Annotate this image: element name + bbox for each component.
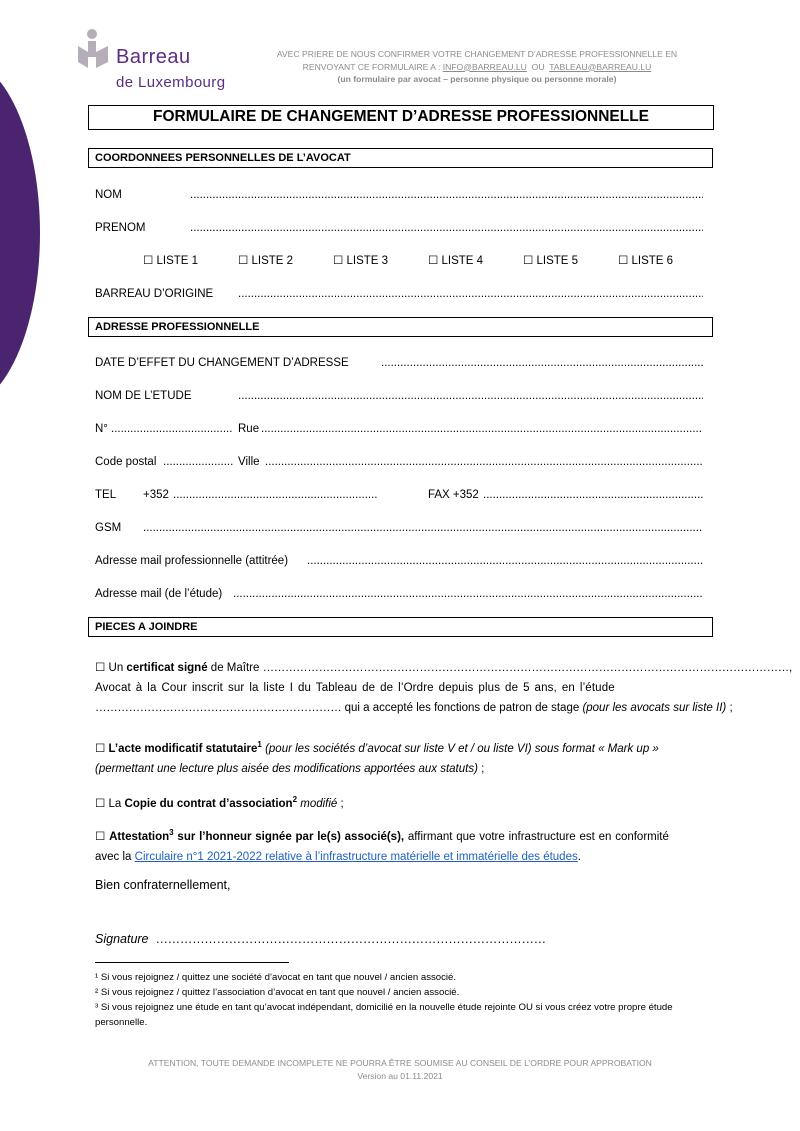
nom-etude-label: NOM DE L’ETUDE (95, 390, 192, 402)
tel-fax-row (95, 488, 703, 504)
liste-5-label: LISTE 5 (536, 255, 579, 267)
closing-text: Bien confraternellement, (95, 878, 231, 892)
signature-row (95, 932, 546, 946)
footnote-1: ¹ Si vous rejoignez / quittez une société d’avocat en tant que nouvel / ancien associé. (95, 972, 457, 983)
code-postal-field[interactable] (163, 455, 233, 470)
barreau-origine-field[interactable] (238, 287, 703, 302)
liste-2-checkbox[interactable]: ☐ LISTE 2 (238, 255, 294, 267)
liste-1-checkbox[interactable]: ☐ LISTE 1 (143, 255, 199, 267)
page-footer (100, 1057, 700, 1083)
barreau-logo (72, 26, 252, 96)
header-instructions (262, 48, 692, 86)
copie-end: ; (337, 797, 344, 810)
certificat-checkbox[interactable]: ☐ (95, 662, 106, 674)
mail-pro-row (95, 554, 703, 570)
acte-end: ; (477, 762, 485, 775)
certificat-line-3-end: ; (726, 702, 733, 714)
liste-4-label: LISTE 4 (441, 255, 484, 267)
rue-field[interactable] (261, 422, 703, 437)
logo-title: Barreau (116, 46, 191, 68)
attestation-bold-2: sur l’honneur signée par le(s) associé(s), (173, 830, 405, 843)
date-effet-label: DATE D’EFFET DU CHANGEMENT D’ADRESSE (95, 357, 349, 369)
ville-label: Ville (238, 456, 260, 468)
certificat-un: Un (108, 662, 124, 674)
barreau-origine-label: BARREAU D’ORIGINE (95, 288, 214, 300)
gsm-field[interactable] (143, 521, 703, 536)
date-effet-row (95, 356, 703, 372)
attestation-checkbox[interactable]: ☐ (95, 830, 106, 843)
piece-attestation (95, 823, 704, 867)
gsm-row (95, 521, 703, 537)
page-title: FORMULAIRE DE CHANGEMENT D’ADRESSE PROFESSIONNELLE (88, 105, 714, 130)
section-heading-adresse: ADRESSE PROFESSIONNELLE (88, 317, 713, 337)
ville-field[interactable] (265, 455, 703, 470)
nom-field[interactable] (190, 188, 703, 203)
footnote-3: ³ Si vous rejoignez une étude en tant qu’avocat indépendant, domicilié en la nouvelle étude rejointe OU si vous créez votre propre étude personnelle. (95, 1002, 673, 1028)
email-tableau-link[interactable]: TABLEAU@BARREAU.LU (549, 61, 652, 72)
footer-warning: ATTENTION, TOUTE DEMANDE INCOMPLETE NE POURRA ÊTRE SOUMISE AU CONSEIL DE L’ORDRE POUR APPROBATION (148, 1058, 652, 1068)
header-line-2-mid: OU (526, 61, 550, 72)
copie-footnote-ref: 2 (292, 795, 298, 804)
certificat-maitre-field[interactable]: ……………………………………………………………………………………………………………………………, (262, 662, 792, 674)
code-postal-label: Code postal (95, 456, 157, 468)
signature-label: Signature (95, 932, 149, 946)
acte-checkbox[interactable]: ☐ (95, 742, 106, 755)
decorative-purple-arc (0, 58, 40, 408)
fax-field[interactable] (483, 488, 703, 503)
header-line-2 (262, 61, 692, 74)
circulaire-link[interactable]: Circulaire n°1 2021-2022 relative à l’infrastructure matérielle et immatérielle des études (134, 850, 578, 863)
section-heading-pieces: PIECES A JOINDRE (88, 617, 713, 637)
tel-prefix: +352 (143, 489, 169, 501)
logo-subtitle: de Luxembourg (116, 74, 226, 91)
attestation-text-2: avec la (95, 850, 135, 863)
prenom-label: PRENOM (95, 222, 146, 234)
liste-3-label: LISTE 3 (346, 255, 389, 267)
attestation-footnote-ref: 3 (169, 828, 174, 837)
numero-field[interactable] (111, 422, 233, 437)
date-effet-field[interactable] (381, 356, 703, 371)
nom-etude-row (95, 389, 703, 405)
numero-rue-row (95, 422, 703, 438)
header-line-1: AVEC PRIERE DE NOUS CONFIRMER VOTRE CHANGEMENT D’ADRESSE PROFESSIONNELLE EN (276, 49, 678, 59)
certificat-line-3: qui a accepté les fonctions de patron de stage (341, 702, 583, 714)
footer-version: Version au 01.11.2021 (357, 1071, 443, 1081)
copie-bold: Copie du contrat d’association (124, 797, 293, 810)
nom-label: NOM (95, 189, 122, 201)
tel-label: TEL (95, 489, 117, 501)
piece-copie-contrat (95, 790, 704, 814)
gsm-label: GSM (95, 522, 122, 534)
fax-label: FAX +352 (428, 489, 479, 501)
mail-pro-label: Adresse mail professionnelle (attitrée) (95, 555, 289, 567)
acte-italic-1: (pour les sociétés d’avocat sur liste V et / ou liste VI) sous format « Mark up » (265, 742, 659, 755)
attestation-end: . (577, 850, 581, 863)
numero-label: N° (95, 423, 108, 435)
mail-etude-row (95, 587, 703, 603)
mail-pro-field[interactable] (307, 554, 703, 569)
email-info-link[interactable]: INFO@BARREAU.LU (442, 61, 527, 72)
acte-bold: L’acte modificatif statutaire (108, 742, 258, 755)
mail-etude-field[interactable] (233, 587, 703, 602)
nom-row (95, 188, 703, 204)
barreau-origine-row (95, 287, 703, 303)
liste-5-checkbox[interactable]: ☐ LISTE 5 (523, 255, 579, 267)
attestation-bold-1: Attestation (109, 830, 170, 843)
acte-footnote-ref: 1 (257, 740, 262, 749)
rue-label: Rue (238, 423, 260, 435)
liste-1-label: LISTE 1 (156, 255, 199, 267)
prenom-field[interactable] (190, 221, 703, 236)
signature-field[interactable]: …………………………………………………………………………………… (155, 932, 546, 946)
certificat-line-3-italic: (pour les avocats sur liste II) (582, 702, 727, 714)
acte-italic-2: (permettant une lecture plus aisée des modifications apportées aux statuts) (95, 762, 478, 775)
piece-acte-modificatif (95, 735, 704, 779)
nom-etude-field[interactable] (238, 389, 703, 404)
certificat-line-2: Avocat à la Cour inscrit sur la liste I du Tableau de de l’Ordre depuis plus de 5 ans, en l’étude (95, 682, 615, 694)
copie-italic: modifié (300, 797, 338, 810)
section-heading-coordonnees: COORDONNEES PERSONNELLES DE L’AVOCAT (88, 148, 713, 168)
attestation-text-1: affirmant que votre infrastructure est en conformité (404, 830, 669, 843)
certificat-etude-field[interactable]: ………………………………………………………… (95, 702, 342, 714)
certificat-de-maitre: de Maître (210, 662, 260, 674)
header-line-2-prefix: RENVOYANT CE FORMULAIRE A : (302, 61, 443, 72)
liste-2-label: LISTE 2 (251, 255, 294, 267)
mail-etude-label: Adresse mail (de l’étude) (95, 588, 223, 600)
liste-6-checkbox[interactable]: ☐ LISTE 6 (618, 255, 674, 267)
footnote-divider (95, 962, 289, 963)
liste-3-checkbox[interactable]: ☐ LISTE 3 (333, 255, 389, 267)
code-postal-ville-row (95, 455, 703, 471)
prenom-row (95, 221, 703, 237)
footnotes (95, 970, 705, 1030)
copie-la: La (108, 797, 122, 810)
header-line-3: (un formulaire par avocat – personne physique ou personne morale) (337, 74, 617, 84)
tel-field[interactable] (173, 488, 377, 503)
piece-certificat (95, 658, 792, 718)
liste-6-label: LISTE 6 (631, 255, 674, 267)
certificat-bold: certificat signé (126, 662, 208, 674)
copie-checkbox[interactable]: ☐ (95, 797, 106, 810)
logo-mark-icon (76, 28, 110, 72)
footnote-2: ² Si vous rejoignez / quittez l’association d’avocat en tant que nouvel / ancien associé. (95, 987, 460, 998)
liste-4-checkbox[interactable]: ☐ LISTE 4 (428, 255, 484, 267)
